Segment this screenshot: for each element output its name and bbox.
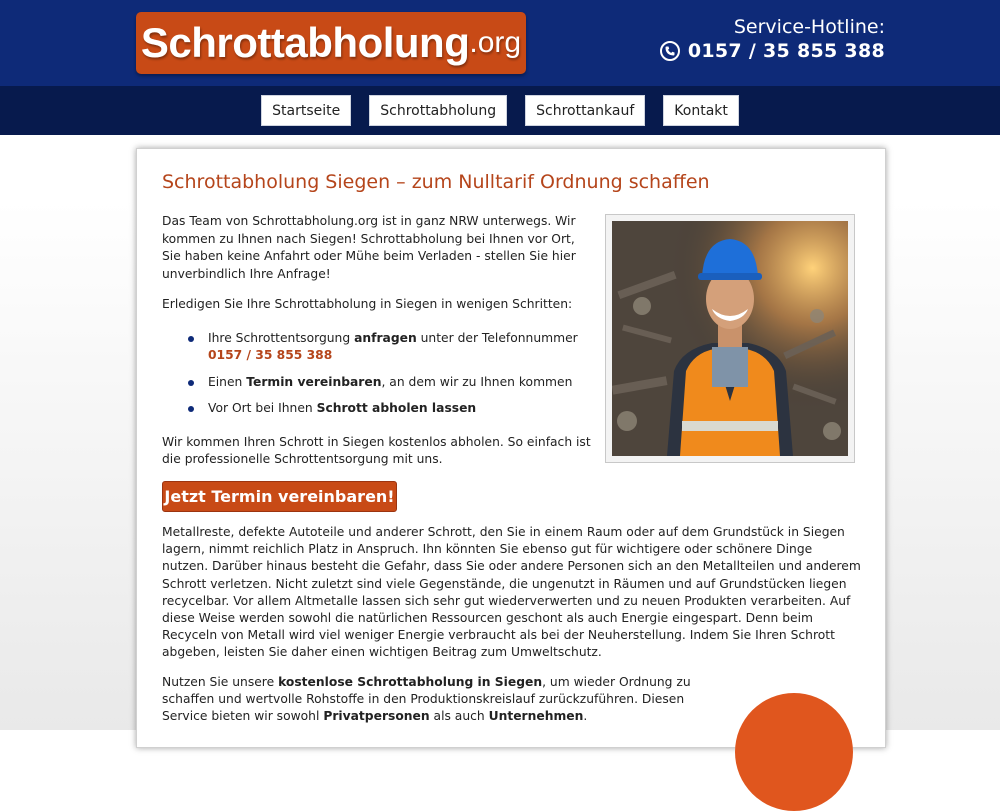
body-text-span: Nutzen Sie unsere <box>162 674 279 689</box>
body-strong: Unternehmen <box>488 709 584 724</box>
logo-main-text: Schrottabholung <box>140 19 470 66</box>
book-appointment-button[interactable]: Jetzt Termin vereinbaren! <box>162 481 397 512</box>
circle-badge <box>735 693 853 811</box>
step-text: Vor Ort bei Ihnen <box>208 401 317 415</box>
step-text: , an dem wir zu Ihnen kommen <box>381 374 573 389</box>
worker-photo-frame <box>605 214 855 463</box>
phone-number-link[interactable]: 0157 / 35 855 388 <box>208 348 333 362</box>
list-item <box>184 374 592 392</box>
logo-tld-text: .org <box>469 26 522 59</box>
step-strong: Termin vereinbaren <box>246 374 382 389</box>
step-text: unter der Telefonnummer <box>416 330 578 345</box>
step-strong: Schrott abholen lassen <box>316 401 477 415</box>
content-card <box>136 148 886 748</box>
body-paragraph-1: Metallreste, defekte Autoteile und anderer Schrott, den Sie in einem Raum oder auf dem Grundstück in Siegen lagern, nimmt reichlich Platz in Anspruch. Ihn könnten Sie ebenso gut für wichtigere oder schönere Dinge nutzen. Darüber hinaus besteht die Gefahr, dass Sie oder andere Personen sich an den Metallteilen und anderem Schrott verletzen. Nicht zuletzt sind viele Gegenstände, die ungenutzt in Räumen und auf Grundstücken liegen recycelbar. Vor allem Altmetalle lassen sich sehr gut wiederverwerten und zu neuen Produkten verarbeiten. Auf diese Weise werden sowohl die natürlichen Ressourcen geschont als auch Energie eingespart. Denn beim Recyceln von Metall wird viel weniger Energie verbraucht als bei der Neuherstellung. Indem Sie Ihren Schrott abgeben, leisten Sie daher einen wichtigen Beitrag zum Umweltschutz. <box>162 525 861 660</box>
step-text: Einen <box>208 374 247 389</box>
main-nav <box>0 95 1000 126</box>
worker-photo <box>612 221 848 456</box>
body-text-span: . <box>583 709 588 724</box>
intro-paragraph-3: Wir kommen Ihren Schrott in Siegen kostenlos abholen. So einfach ist die professionelle Schrottentsorgung mit uns. <box>162 434 591 466</box>
body-text-span: , um wieder Ordnung zu schaffen und wertvolle Rohstoffe in den Produktionskreislauf zurückzuführen. Diesen Service bieten wir sowohl <box>162 674 691 724</box>
list-item <box>184 330 592 365</box>
intro-paragraph-2: Erledigen Sie Ihre Schrottabholung in Siegen in wenigen Schritten: <box>162 297 573 311</box>
body-paragraph-2 <box>162 674 710 726</box>
nav-item-startseite[interactable]: Startseite <box>261 95 351 126</box>
hotline-number[interactable]: 0157 / 35 855 388 <box>687 40 885 62</box>
page-title: Schrottabholung Siegen – zum Nulltarif Ordnung schaffen <box>162 171 710 193</box>
list-item <box>184 400 592 418</box>
intro-paragraph-1: Das Team von Schrottabholung.org ist in ganz NRW unterwegs. Wir kommen zu Ihnen nach Siegen! Schrottabholung bei Ihnen vor Ort, Sie haben keine Anfahrt oder Mühe beim Verladen - stellen Sie hier unverbindlich Ihre Anfrage! <box>162 214 576 281</box>
site-logo[interactable] <box>136 12 526 74</box>
step-strong: anfragen <box>354 330 417 345</box>
nav-item-kontakt[interactable]: Kontakt <box>663 95 739 126</box>
nav-item-schrottankauf[interactable]: Schrottankauf <box>525 95 645 126</box>
nav-item-schrottabholung[interactable]: Schrottabholung <box>369 95 507 126</box>
intro-column <box>162 213 592 482</box>
hotline-row[interactable] <box>625 40 885 62</box>
hotline-label: Service-Hotline: <box>733 16 885 38</box>
steps-list <box>184 330 592 418</box>
body-text-span: als auch <box>429 709 489 724</box>
body-strong: kostenlose Schrottabholung in Siegen <box>278 674 543 689</box>
service-hotline <box>625 14 885 62</box>
body-strong: Privatpersonen <box>323 709 430 724</box>
step-text: Ihre Schrottentsorgung <box>208 330 355 345</box>
phone-icon <box>660 41 680 61</box>
